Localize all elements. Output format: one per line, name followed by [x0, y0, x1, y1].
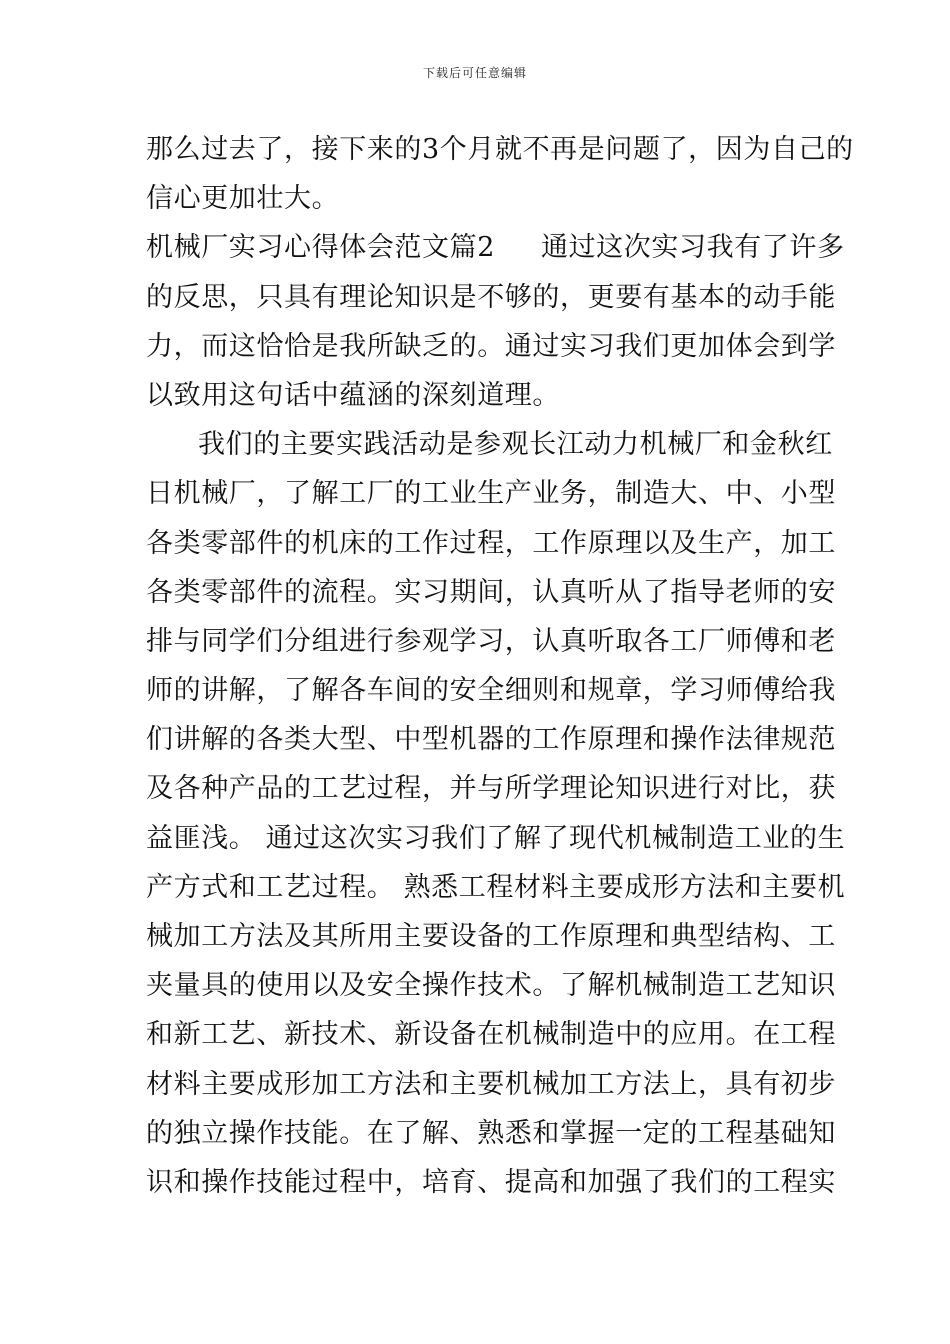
text-line: 及各种产品的工艺过程，并与所学理论知识进行对比，获 [146, 773, 836, 805]
text-line: 排与同学们分组进行参观学习，认真听取各工厂师傅和老 [146, 625, 836, 657]
text-line: 械加工方法及其所用主要设备的工作原理和典型结构、工 [146, 921, 836, 952]
text-line: 那么过去了，接下来的3个月就不再是问题了，因为自己的 [146, 134, 854, 165]
text-line: 和新工艺、新技术、新设备在机械制造中的应用。在工程 [146, 1019, 836, 1051]
text-line: 产方式和工艺过程。 熟悉工程材料主要成形方法和主要机 [146, 871, 846, 903]
text-line: 的反思，只具有理论知识是不够的，更要有基本的动手能 [146, 281, 836, 313]
document-body [146, 125, 854, 1207]
text-line: 材料主要成形加工方法和主要机械加工方法上，具有初步 [146, 1068, 836, 1100]
text-line: 的独立操作技能。在了解、熟悉和掌握一定的工程基础知 [146, 1117, 836, 1149]
text-line: 信心更加壮大。 [146, 183, 340, 215]
text-line: 各类零部件的机床的工作过程，工作原理以及生产，加工 [146, 527, 836, 559]
text-line: 各类零部件的流程。实习期间，认真听从了指导老师的安 [146, 576, 836, 608]
section-heading: 机械厂实习心得体会范文篇2 [146, 232, 495, 264]
text-line: 识和操作技能过程中，培育、提高和加强了我们的工程实 [146, 1166, 836, 1198]
paragraph-first-line: 我们的主要实践活动是参观长江动力机械厂和金秋红 [198, 429, 833, 461]
text-line: 夹量具的使用以及安全操作技术。了解机械制造工艺知识 [146, 970, 836, 1002]
text-line: 益匪浅。 通过这次实习我们了解了现代机械制造工业的生 [146, 822, 846, 854]
text-line: 力，而这恰恰是我所缺乏的。通过实习我们更加体会到学 [146, 330, 836, 362]
text-line: 师的讲解，了解各车间的安全细则和规章，学习师傅给我 [146, 675, 836, 707]
text-line: 以致用这句话中蕴涵的深刻道理。 [146, 379, 560, 411]
section-heading-line [146, 223, 845, 272]
text-line: 日机械厂，了解工厂的工业生产业务，制造大、中、小型 [146, 478, 836, 510]
page-header: 下载后可任意编辑 [422, 66, 527, 80]
text-line: 通过这次实习我有了许多 [540, 232, 845, 264]
text-line: 们讲解的各类大型、中型机器的工作原理和操作法律规范 [146, 724, 836, 756]
